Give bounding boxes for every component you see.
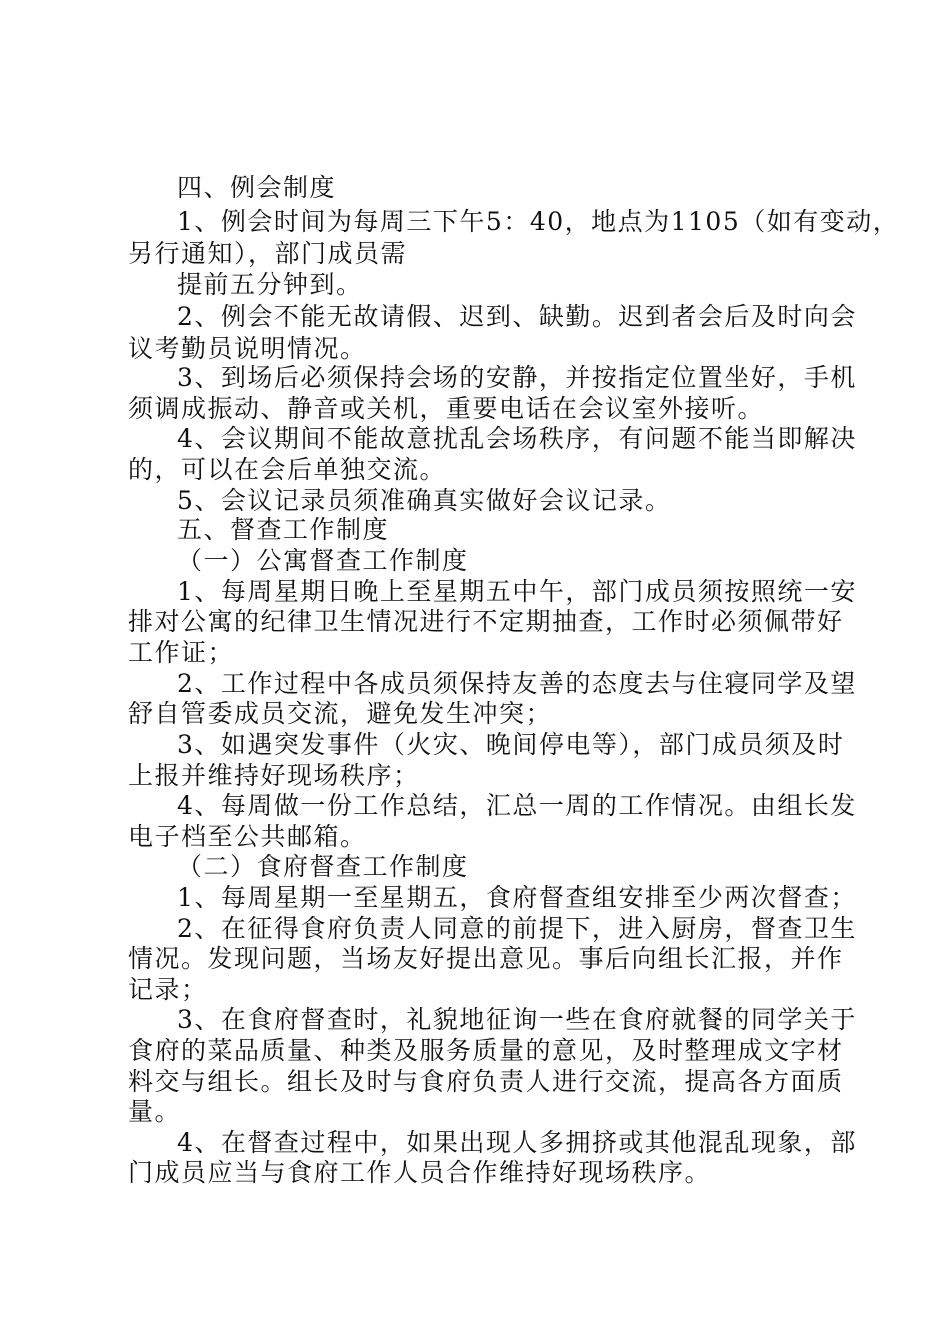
paragraph-line: 3、在食府督查时，礼貌地征询一些在食府就餐的同学关于 xyxy=(177,1005,857,1034)
section-heading-5: 五、督查工作制度 xyxy=(177,515,390,544)
paragraph-line: 5、会议记录员须准确真实做好会议记录。 xyxy=(177,486,672,515)
paragraph-line: 上报并维持好现场秩序； xyxy=(128,761,420,790)
subsection-heading-1: （一）公寓督查工作制度 xyxy=(177,546,469,575)
paragraph-line: 食府的菜品质量、种类及服务质量的意见，及时整理成文字材 xyxy=(128,1036,844,1065)
paragraph-line: 3、到场后必须保持会场的安静，并按指定位置坐好，手机 xyxy=(177,363,857,392)
paragraph-line: 工作证； xyxy=(128,638,235,667)
paragraph-line: 量。 xyxy=(128,1097,182,1126)
paragraph-line: 2、例会不能无故请假、迟到、缺勤。迟到者会后及时向会 xyxy=(177,302,857,331)
paragraph-line: 3、如遇突发事件（火灾、晚间停电等），部门成员须及时 xyxy=(177,730,845,759)
paragraph-line: 4、在督查过程中，如果出现人多拥挤或其他混乱现象，部 xyxy=(177,1128,857,1157)
paragraph-line: 的，可以在会后单独交流。 xyxy=(128,455,447,484)
paragraph-line: 1、每周星期一至星期五，食府督查组安排至少两次督查； xyxy=(177,883,857,912)
paragraph-line: 2、工作过程中各成员须保持友善的态度去与住寝同学及望 xyxy=(177,669,857,698)
paragraph-line: 议考勤员说明情况。 xyxy=(128,334,367,363)
paragraph-line: 须调成振动、静音或关机，重要电话在会议室外接听。 xyxy=(128,394,765,423)
paragraph-line: 1、例会时间为每周三下午5：40，地点为1105（如有变动， xyxy=(177,207,900,236)
paragraph-line: 4、每周做一份工作总结，汇总一周的工作情况。由组长发 xyxy=(177,791,857,820)
subsection-heading-2: （二）食府督查工作制度 xyxy=(177,852,469,881)
paragraph-line: 记录； xyxy=(128,975,208,1004)
paragraph-line: 电子档至公共邮箱。 xyxy=(128,822,367,851)
paragraph-line: 料交与组长。组长及时与食府负责人进行交流，提高各方面质 xyxy=(128,1067,844,1096)
paragraph-line: 情况。发现问题，当场友好提出意见。事后向组长汇报，并作 xyxy=(128,944,844,973)
paragraph-line: 舒自管委成员交流，避免发生冲突； xyxy=(128,699,553,728)
paragraph-line: 1、每周星期日晚上至星期五中午，部门成员须按照统一安 xyxy=(177,577,857,606)
paragraph-line: 4、会议期间不能故意扰乱会场秩序，有问题不能当即解决 xyxy=(177,424,857,453)
paragraph-line: 另行通知），部门成员需 xyxy=(128,239,408,268)
paragraph-line: 门成员应当与食府工作人员合作维持好现场秩序。 xyxy=(128,1158,712,1187)
paragraph-line: 提前五分钟到。 xyxy=(177,270,363,299)
paragraph-line: 2、在征得食府负责人同意的前提下，进入厨房，督查卫生 xyxy=(177,914,857,943)
paragraph-line: 排对公寓的纪律卫生情况进行不定期抽查，工作时必须佩带好 xyxy=(128,607,844,636)
section-heading-4: 四、例会制度 xyxy=(177,173,337,202)
